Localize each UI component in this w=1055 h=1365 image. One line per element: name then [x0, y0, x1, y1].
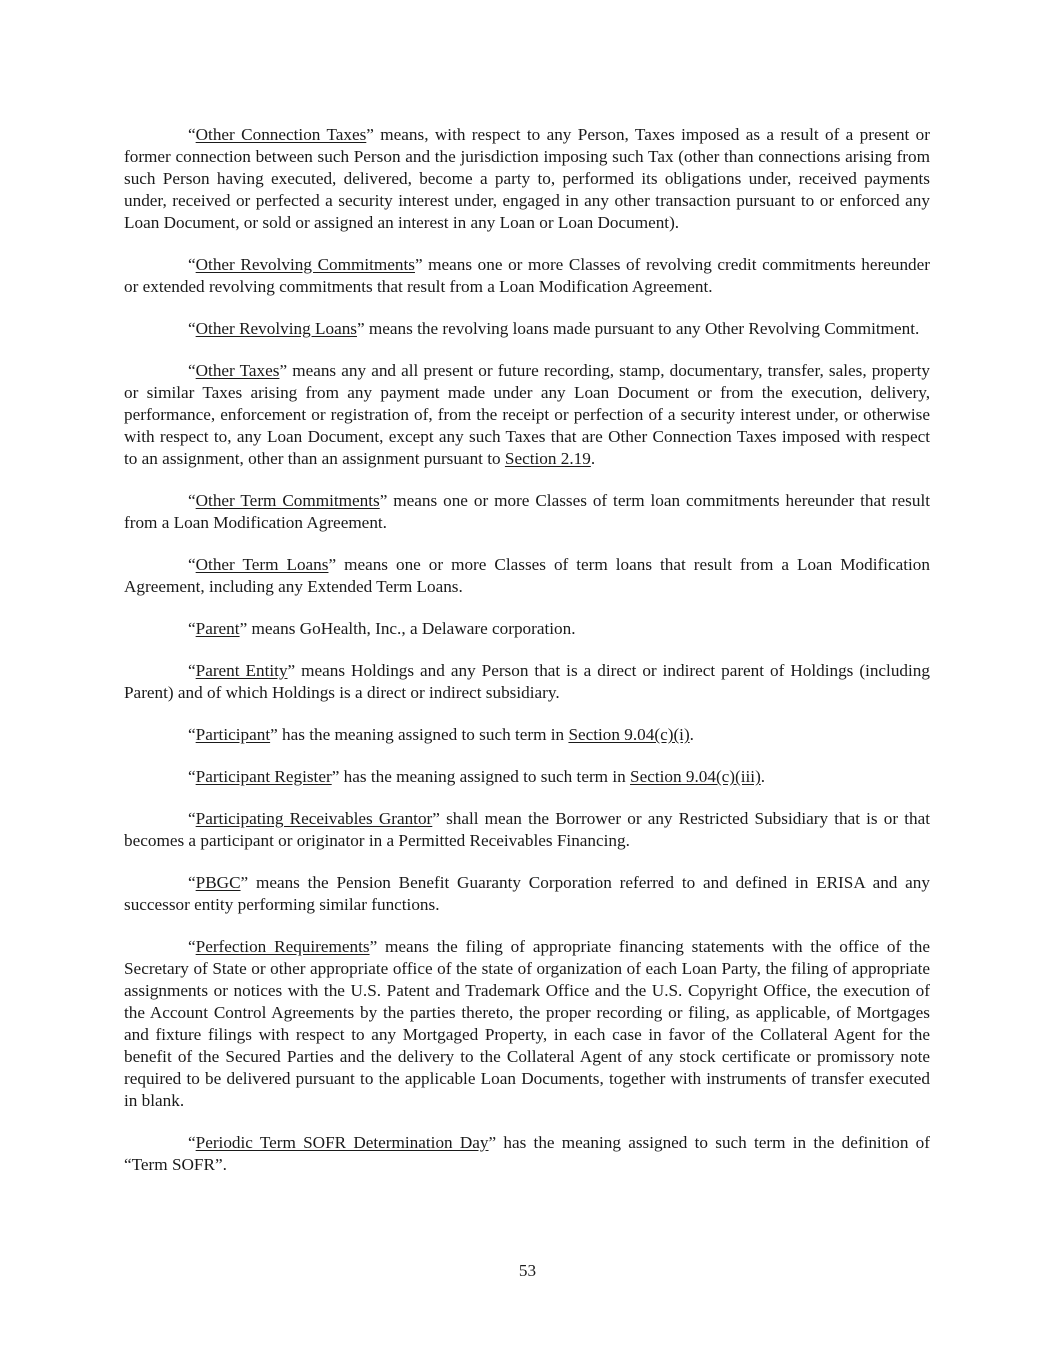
- defined-term: Participating Receivables Grantor: [195, 809, 433, 828]
- definition-paragraph: [124, 724, 930, 746]
- definition-paragraph: [124, 254, 930, 298]
- definitions-list: [124, 124, 930, 1176]
- definition-text: .: [689, 725, 694, 744]
- definition-text: .: [760, 767, 766, 786]
- defined-term: Other Revolving Commitments: [195, 255, 415, 274]
- defined-term: Participant: [195, 725, 271, 744]
- open-quote: “: [188, 619, 196, 638]
- open-quote: “: [188, 1133, 196, 1152]
- definition-text: ” has the meaning assigned to such term in the definition of “Term SOFR”.: [124, 1133, 931, 1174]
- open-quote: “: [188, 555, 196, 574]
- definition-paragraph: [124, 936, 930, 1112]
- definition-paragraph: [124, 872, 930, 916]
- defined-term: Periodic Term SOFR Determination Day: [195, 1133, 489, 1152]
- defined-term: Parent: [195, 619, 240, 638]
- definition-text: ” means any and all present or future recording, stamp, documentary, transfer, sales, property or similar Taxes arising from any payment made under any Loan Document or from the execution, delivery, performance, enforcement or registration of, from the receipt or perfection of a security interest under, or otherwise with respect to, any Loan Document, except any such Taxes that are Other Connection Taxes imposed with respect to an assignment, other than an assignment pursuant to: [124, 361, 930, 468]
- section-reference: Section 9.04(c)(iii): [630, 767, 761, 786]
- definition-paragraph: [124, 318, 930, 340]
- document-page: [124, 124, 930, 1196]
- definition-text: ” means Holdings and any Person that is a direct or indirect parent of Holdings (including Parent) and of which Holdings is a direct or indirect subsidiary.: [124, 661, 930, 702]
- defined-term: Other Term Loans: [195, 555, 329, 574]
- definition-text: ” means, with respect to any Person, Taxes imposed as a result of a present or former connection between such Person and the jurisdiction imposing such Tax (other than connections arising from such Person having executed, delivered, become a party to, performed its obligations under, received payments under, received or perfected a security interest under, engaged in any other transaction pursuant to or enforced any Loan Document, or sold or assigned an interest in any Loan or Loan Document).: [124, 125, 931, 232]
- definition-text: ” means one or more Classes of revolving credit commitments hereunder or extended revolving commitments that result from a Loan Modification Agreement.: [124, 255, 930, 296]
- open-quote: “: [188, 937, 196, 956]
- defined-term: Other Term Commitments: [195, 491, 380, 510]
- definition-text: ” means one or more Classes of term loans that result from a Loan Modification Agreement, including any Extended Term Loans.: [124, 555, 930, 596]
- open-quote: “: [188, 319, 196, 338]
- section-reference: Section 2.19: [504, 449, 591, 468]
- open-quote: “: [188, 361, 196, 380]
- defined-term: Participant Register: [195, 767, 332, 786]
- open-quote: “: [188, 873, 196, 892]
- defined-term: Parent Entity: [195, 661, 288, 680]
- definition-paragraph: [124, 124, 930, 234]
- page-number: 53: [518, 1261, 537, 1280]
- definition-text: ” shall mean the Borrower or any Restricted Subsidiary that is or that becomes a participant or originator in a Permitted Receivables Financing.: [124, 809, 931, 850]
- definition-paragraph: [124, 660, 930, 704]
- open-quote: “: [188, 809, 196, 828]
- defined-term: Other Connection Taxes: [195, 125, 367, 144]
- section-reference: Section 9.04(c)(i): [568, 725, 690, 744]
- open-quote: “: [188, 661, 196, 680]
- open-quote: “: [188, 725, 196, 744]
- open-quote: “: [188, 125, 196, 144]
- definition-paragraph: [124, 618, 930, 640]
- definition-text: ” means the revolving loans made pursuant to any Other Revolving Commitment.: [356, 319, 920, 338]
- definition-text: ” means GoHealth, Inc., a Delaware corporation.: [239, 619, 576, 638]
- open-quote: “: [188, 767, 196, 786]
- definition-text: ” means one or more Classes of term loan commitments hereunder that result from a Loan Modification Agreement.: [124, 491, 930, 532]
- definition-paragraph: [124, 766, 930, 788]
- definition-text: ” has the meaning assigned to such term in: [331, 767, 631, 786]
- defined-term: Other Revolving Loans: [195, 319, 357, 338]
- defined-term: Perfection Requirements: [195, 937, 370, 956]
- definition-paragraph: [124, 1132, 930, 1176]
- definition-paragraph: [124, 360, 930, 470]
- definition-text: ” means the Pension Benefit Guaranty Corporation referred to and defined in ERISA and any successor entity performing similar functions.: [124, 873, 930, 914]
- defined-term: PBGC: [195, 873, 241, 892]
- definition-paragraph: [124, 554, 930, 598]
- defined-term: Other Taxes: [195, 361, 280, 380]
- open-quote: “: [188, 255, 196, 274]
- definition-text: .: [590, 449, 596, 468]
- definition-paragraph: [124, 808, 930, 852]
- definition-text: ” has the meaning assigned to such term in: [270, 725, 569, 744]
- open-quote: “: [188, 491, 196, 510]
- definition-text: ” means the filing of appropriate financing statements with the office of the Secretary of State or other appropriate office of the state of organization of each Loan Party, the filing of appropriate assignments or notices with the U.S. Patent and Trademark Office and the U.S. Copyright Office, the execution of the Account Control Agreements by the parties thereto, the proper recording or filing, as applicable, of Mortgages and fixture filings with respect to any Mortgaged Property, in each case in favor of the Collateral Agent for the benefit of the Secured Parties and the delivery to the Collateral Agent of any stock certificate or promissory note required to be delivered pursuant to the applicable Loan Documents, together with instruments of transfer executed in blank.: [124, 937, 931, 1110]
- definition-paragraph: [124, 490, 930, 534]
